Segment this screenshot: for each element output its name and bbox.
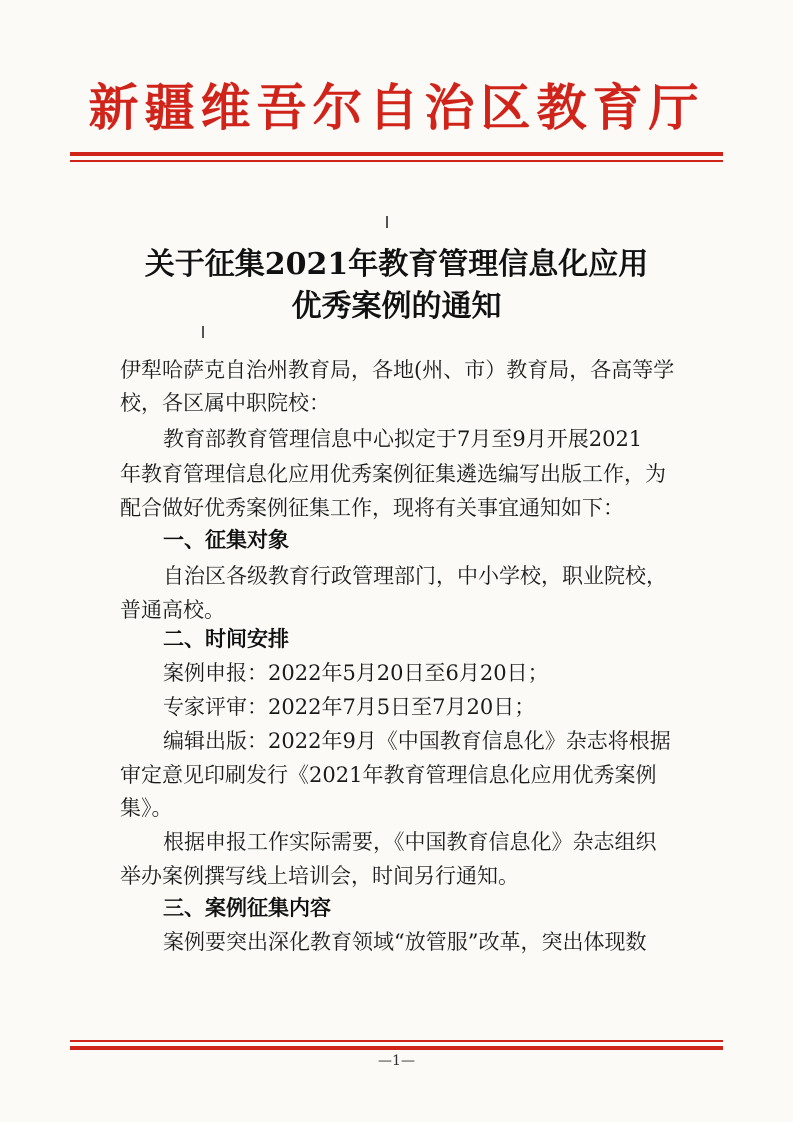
section3-line1: 案例要突出深化教育领域“放管服”改革，突出体现数 xyxy=(163,930,647,954)
footer-rule-thick xyxy=(70,1046,723,1050)
binding-tick-top xyxy=(386,216,388,228)
schedule-item-3-line2: 审定意见印刷发行《2021年教育管理信息化应用优秀案例 xyxy=(120,763,657,787)
schedule-item-2: 专家评审：2022年7月5日至7月20日； xyxy=(163,695,536,719)
section2-heading: 二、时间安排 xyxy=(163,627,289,651)
salutation-line1: 伊犁哈萨克自治州教育局，各地(州、市）教育局，各高等学 xyxy=(120,358,675,382)
training-line2: 举办案例撰写线上培训会，时间另行通知。 xyxy=(120,864,519,888)
intro-line2: 年教育管理信息化应用优秀案例征集遴选编写出版工作，为 xyxy=(120,462,666,486)
section3-heading: 三、案例征集内容 xyxy=(163,896,331,920)
document-title-line1: 关于征集2021年教育管理信息化应用 xyxy=(144,247,649,282)
training-line1: 根据申报工作实际需要，《中国教育信息化》杂志组织 xyxy=(163,830,657,854)
schedule-item-3-line1: 编辑出版：2022年9月《中国教育信息化》杂志将根据 xyxy=(163,729,671,753)
footer-rule-thin xyxy=(70,1040,723,1042)
section1-heading: 一、征集对象 xyxy=(163,528,289,552)
schedule-item-3-line3: 集》。 xyxy=(120,796,173,820)
section1-line1: 自治区各级教育行政管理部门，中小学校，职业院校， xyxy=(163,564,667,588)
section1-line2: 普通高校。 xyxy=(120,598,225,622)
intro-line1: 教育部教育管理信息中心拟定于7月至9月开展2021 xyxy=(163,427,643,451)
salutation-line2: 校，各区属中职院校： xyxy=(120,391,330,415)
schedule-item-1: 案例申报：2022年5月20日至6月20日； xyxy=(163,661,549,685)
document-title-line2: 优秀案例的通知 xyxy=(291,289,502,324)
masthead-rule-thick xyxy=(70,152,723,156)
intro-line3: 配合做好优秀案例征集工作，现将有关事宜通知如下： xyxy=(120,496,624,520)
agency-masthead: 新疆维吾尔自治区教育厅 xyxy=(88,79,705,137)
masthead-rule-thin xyxy=(70,160,723,162)
page-number: —1— xyxy=(378,1053,415,1069)
